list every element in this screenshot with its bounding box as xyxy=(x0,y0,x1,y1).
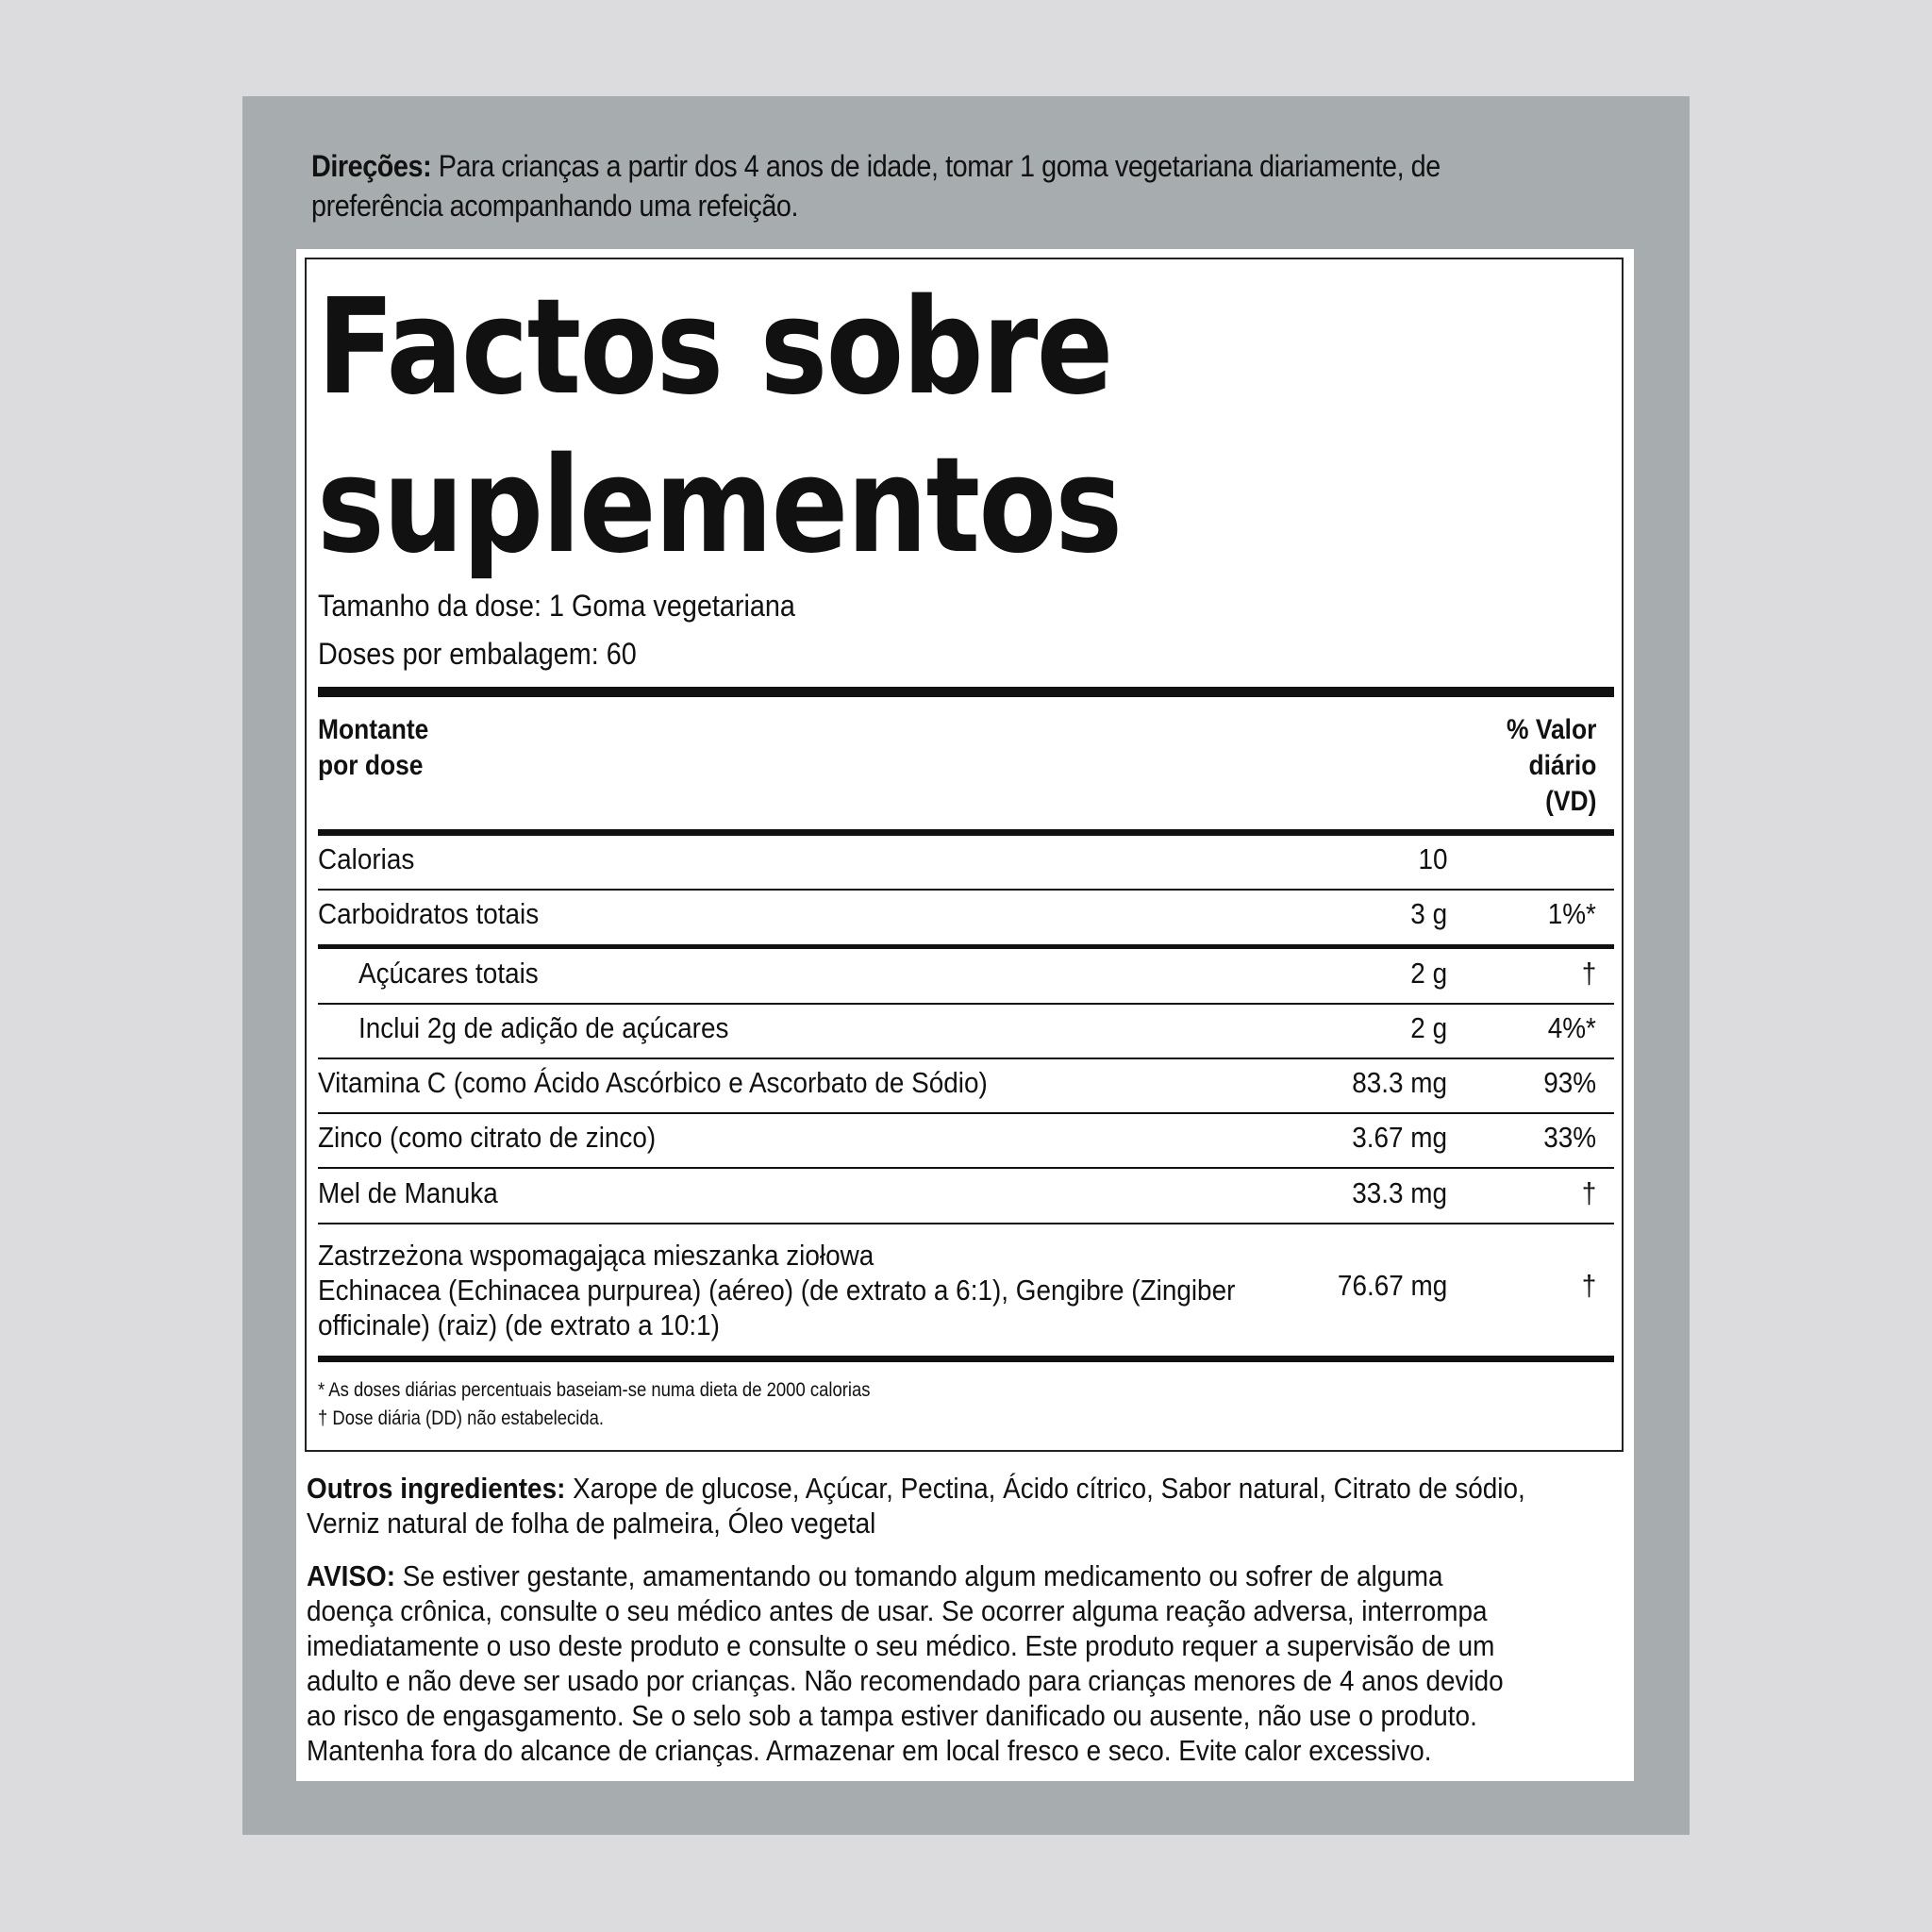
row-name: Açúcares totais xyxy=(358,957,539,990)
row-dv: † xyxy=(1581,1269,1596,1302)
row-dv: 33% xyxy=(1543,1121,1596,1154)
row-name: Zastrzeżona wspomagająca mieszanka ziołowa xyxy=(318,1239,874,1272)
row-dv: † xyxy=(1581,957,1596,990)
row-name: Carboidratos totais xyxy=(318,897,540,930)
row-amount: 2 g xyxy=(1410,1011,1447,1044)
row-name-line2: Echinacea (Echinacea purpurea) (aéreo) (de extrato a 6:1), Gengibre (Zingiber xyxy=(318,1274,1236,1307)
row-name: Calorias xyxy=(318,842,415,875)
header-dv-line3: (VD) xyxy=(1544,786,1596,817)
other-ingredients-label: Outros ingredientes: xyxy=(307,1472,566,1505)
row-amount: 2 g xyxy=(1410,957,1447,990)
directions-text xyxy=(311,146,1441,225)
header-dv-line1: % Valor xyxy=(1506,714,1596,745)
row-divider xyxy=(318,1167,1614,1169)
row-divider xyxy=(318,1058,1614,1059)
directions-body: Para crianças a partir dos 4 anos de idade, tomar 1 goma vegetariana diariamente, de preferência acompanhando uma refeição. xyxy=(311,149,1441,223)
row-dv: † xyxy=(1581,1176,1596,1209)
other-ingredients-text: Xarope de glucose, Açúcar, Pectina, Ácido cítrico, Sabor natural, Citrato de sódio, Verniz natural de folha de palmeira, Óleo vegetal xyxy=(307,1472,1525,1540)
row-amount: 83.3 mg xyxy=(1352,1066,1447,1099)
row-name: Zinco (como citrato de zinco) xyxy=(318,1121,657,1154)
bottom-divider xyxy=(318,1356,1614,1362)
medium-divider xyxy=(318,829,1614,836)
facts-title xyxy=(317,269,1372,586)
serving-size: Tamanho da dose: 1 Goma vegetariana xyxy=(318,589,795,623)
other-ingredients xyxy=(307,1471,1529,1541)
row-name-line3: officinale) (raiz) (de extrato a 10:1) xyxy=(318,1308,720,1341)
row-amount: 10 xyxy=(1417,842,1447,875)
warning-text: Se estiver gestante, amamentando ou tomando algum medicamento ou sofrer de alguma doença crônica, consulte o seu médico antes de usar. Se ocorrer alguma reação adversa, interrompa imediatamente o uso deste produto e consulte o seu médico. Este produto requer a supervisão de um adulto e não deve ser usado por crianças. Não recomendado para crianças menores de 4 anos devido ao risco de engasgamento. Se o selo sob a tampa estiver danificado ou ausente, não use o produto. Mantenha fora do alcance de crianças. Armazenar em local fresco e seco. Evite calor excessivo. xyxy=(307,1559,1504,1767)
row-dv: 1%* xyxy=(1547,897,1596,930)
row-dv: 4%* xyxy=(1547,1011,1596,1044)
header-amount xyxy=(318,712,428,784)
header-daily-value xyxy=(1507,712,1596,820)
row-amount: 3.67 mg xyxy=(1352,1121,1447,1154)
row-divider xyxy=(318,1112,1614,1114)
row-divider xyxy=(318,889,1614,891)
row-divider xyxy=(318,944,1614,949)
header-amount-line1: Montante xyxy=(318,714,429,745)
row-name: Inclui 2g de adição de açúcares xyxy=(358,1011,729,1044)
thick-divider xyxy=(318,687,1614,697)
warning-label: AVISO: xyxy=(307,1559,396,1592)
warning xyxy=(307,1558,1529,1768)
header-amount-line2: por dose xyxy=(318,750,424,781)
row-name: Vitamina C (como Ácido Ascórbico e Ascorbato de Sódio) xyxy=(318,1066,988,1099)
footnote-dagger: † Dose diária (DD) não estabelecida. xyxy=(318,1407,605,1429)
row-amount: 76.67 mg xyxy=(1337,1269,1447,1302)
row-name: Mel de Manuka xyxy=(318,1176,498,1209)
row-dv: 93% xyxy=(1543,1066,1596,1099)
directions-label: Direções: xyxy=(311,149,432,183)
header-dv-line2: diário xyxy=(1528,750,1596,781)
row-divider xyxy=(318,1003,1614,1005)
row-amount: 3 g xyxy=(1410,897,1447,930)
row-amount: 33.3 mg xyxy=(1352,1176,1447,1209)
servings-per-container: Doses por embalagem: 60 xyxy=(318,637,637,671)
facts-title-line2: suplementos xyxy=(317,429,1122,583)
facts-title-line1: Factos sobre xyxy=(317,271,1112,425)
row-divider xyxy=(318,1223,1614,1224)
footnote-percent: * As doses diárias percentuais baseiam-se numa dieta de 2000 calorias xyxy=(318,1379,871,1401)
